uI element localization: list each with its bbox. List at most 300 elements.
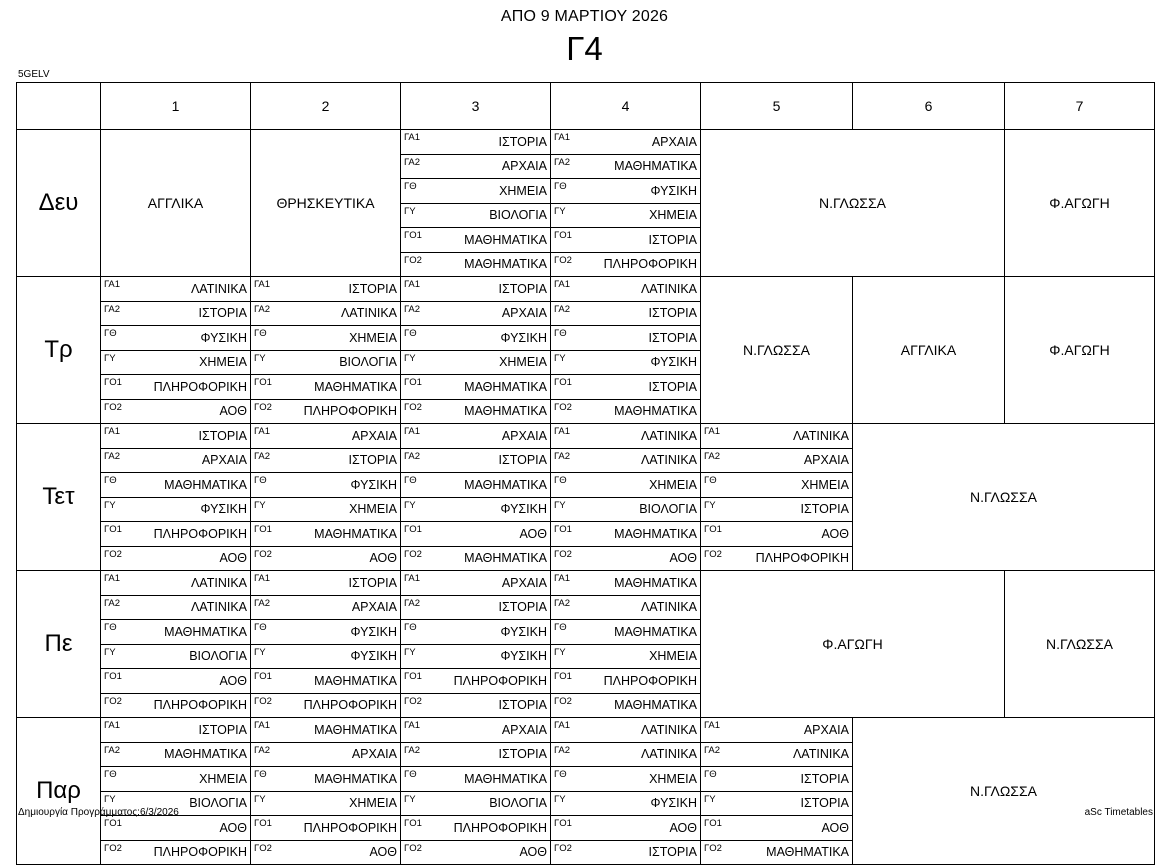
group-code: ΓΑ2 — [251, 742, 291, 767]
lesson-cell[interactable]: Φ.ΑΓΩΓΗ — [1005, 130, 1155, 277]
group-subject: ΠΛΗΡΟΦΟΡΙΚΗ — [153, 845, 247, 860]
lesson-cell[interactable]: ΑΓΓΛΙΚΑ — [853, 277, 1005, 424]
group-code: ΓΟ1 — [551, 375, 591, 400]
group-row — [551, 816, 700, 841]
table-row — [17, 718, 1155, 865]
group-row — [401, 742, 550, 767]
group-code: ΓΥ — [551, 644, 591, 669]
group-subject: ΒΙΟΛΟΓΙΑ — [291, 350, 400, 375]
group-subject: ΙΣΤΟΡΙΑ — [591, 326, 700, 351]
group-row — [551, 693, 700, 717]
group-row — [401, 448, 550, 473]
group-row — [101, 424, 250, 448]
lesson-group-cell[interactable] — [401, 718, 551, 865]
group-code: ΓΟ1 — [251, 375, 291, 400]
group-subject: ΛΑΤΙΝΙΚΑ — [741, 424, 852, 448]
lesson-group-cell[interactable] — [251, 277, 401, 424]
group-subject: ΧΗΜΕΙΑ — [591, 203, 700, 228]
group-subject: ΑΡΧΑΙΑ — [591, 130, 700, 154]
group-subject: ΜΑΘΗΜΑΤΙΚΑ — [441, 473, 550, 498]
period-header-5: 5 — [701, 83, 853, 130]
group-subject: ΧΗΜΕΙΑ — [141, 767, 250, 792]
group-row — [551, 571, 700, 595]
group-subject: ΜΑΘΗΜΑΤΙΚΑ — [141, 473, 250, 498]
lesson-cell[interactable]: Ν.ΓΛΩΣΣΑ — [853, 718, 1155, 865]
timetable-body — [17, 130, 1155, 865]
group-code: ΓΟ2 — [704, 842, 722, 854]
group-code: ΓΘ — [401, 179, 441, 204]
group-subject: ΠΛΗΡΟΦΟΡΙΚΗ — [303, 698, 397, 713]
group-code: ΓΑ2 — [551, 301, 591, 326]
group-code: ΓΘ — [701, 767, 741, 792]
group-subject: ΦΥΣΙΚΗ — [591, 791, 700, 816]
group-subject: ΜΑΘΗΜΑΤΙΚΑ — [441, 375, 550, 400]
period-header-4: 4 — [551, 83, 701, 130]
group-row — [401, 301, 550, 326]
lesson-group-cell[interactable] — [101, 424, 251, 571]
group-row — [101, 644, 250, 669]
group-row — [251, 326, 400, 351]
group-code: ΓΥ — [401, 644, 441, 669]
lesson-cell[interactable]: Φ.ΑΓΩΓΗ — [701, 571, 1005, 718]
group-row — [551, 718, 700, 742]
group-subject: ΦΥΣΙΚΗ — [141, 326, 250, 351]
table-row — [17, 130, 1155, 277]
group-row — [551, 644, 700, 669]
group-code: ΓΑ1 — [251, 277, 291, 301]
group-row — [701, 497, 852, 522]
group-code: ΓΟ2 — [554, 842, 572, 854]
group-row — [251, 424, 400, 448]
lesson-group-cell[interactable] — [251, 424, 401, 571]
group-subject: ΛΑΤΙΝΙΚΑ — [291, 301, 400, 326]
group-row — [251, 448, 400, 473]
group-subject: ΧΗΜΕΙΑ — [291, 326, 400, 351]
lesson-cell[interactable]: Φ.ΑΓΩΓΗ — [1005, 277, 1155, 424]
group-subject: ΒΙΟΛΟΓΙΑ — [141, 791, 250, 816]
group-row — [551, 448, 700, 473]
group-row — [101, 693, 250, 717]
lesson-cell[interactable]: Ν.ΓΛΩΣΣΑ — [701, 277, 853, 424]
group-row — [551, 424, 700, 448]
group-row — [551, 473, 700, 498]
group-code: ΓΥ — [701, 497, 741, 522]
group-subject: ΠΛΗΡΟΦΟΡΙΚΗ — [441, 816, 550, 841]
group-subject: ΜΑΘΗΜΑΤΙΚΑ — [766, 845, 849, 860]
lesson-group-cell[interactable] — [251, 718, 401, 865]
group-code: ΓΘ — [101, 473, 141, 498]
period-header-6: 6 — [853, 83, 1005, 130]
group-row — [401, 644, 550, 669]
group-code: ΓΟ1 — [101, 669, 141, 694]
group-row — [251, 816, 400, 841]
group-row — [101, 473, 250, 498]
header-date: ΑΠΟ 9 ΜΑΡΤΙΟΥ 2026 — [500, 8, 669, 25]
group-row — [401, 203, 550, 228]
day-label: Τρ — [17, 277, 101, 424]
group-row — [401, 718, 550, 742]
group-subject: ΑΡΧΑΙΑ — [141, 448, 250, 473]
group-subject: ΧΗΜΕΙΑ — [291, 497, 400, 522]
group-row — [101, 448, 250, 473]
day-label: Δευ — [17, 130, 101, 277]
group-subject: ΑΟΘ — [669, 551, 697, 566]
group-code: ΓΑ2 — [401, 301, 441, 326]
group-subject: ΛΑΤΙΝΙΚΑ — [591, 718, 700, 742]
group-subject: ΑΟΘ — [369, 551, 397, 566]
group-row — [251, 620, 400, 645]
group-code: ΓΑ2 — [251, 301, 291, 326]
lesson-group-cell[interactable] — [251, 571, 401, 718]
day-label: Πε — [17, 571, 101, 718]
group-row — [401, 522, 550, 547]
group-subject: ΜΑΘΗΜΑΤΙΚΑ — [614, 698, 697, 713]
group-subject: ΜΑΘΗΜΑΤΙΚΑ — [291, 522, 400, 547]
group-code: ΓΥ — [401, 791, 441, 816]
group-subject: ΒΙΟΛΟΓΙΑ — [441, 203, 550, 228]
group-code: ΓΑ1 — [251, 424, 291, 448]
group-code: ΓΟ1 — [401, 228, 441, 253]
group-row — [701, 522, 852, 547]
group-code: ΓΥ — [551, 497, 591, 522]
group-code: ΓΑ1 — [101, 277, 141, 301]
group-table — [401, 277, 550, 423]
group-subject: ΙΣΤΟΡΙΑ — [441, 448, 550, 473]
group-subject: ΒΙΟΛΟΓΙΑ — [441, 791, 550, 816]
group-subject: ΑΟΘ — [219, 551, 247, 566]
day-label: Παρ — [17, 718, 101, 865]
lesson-group-cell[interactable] — [401, 424, 551, 571]
page-title: Γ4 — [566, 30, 603, 67]
group-code: ΓΟ2 — [254, 548, 272, 560]
group-row — [251, 546, 400, 570]
group-table — [401, 718, 550, 864]
group-subject: ΙΣΤΟΡΙΑ — [291, 277, 400, 301]
group-subject: ΙΣΤΟΡΙΑ — [441, 742, 550, 767]
group-code: ΓΟ1 — [551, 228, 591, 253]
group-subject: ΦΥΣΙΚΗ — [591, 350, 700, 375]
lesson-group-cell[interactable] — [401, 571, 551, 718]
group-code: ΓΑ1 — [101, 424, 141, 448]
group-subject: ΜΑΘΗΜΑΤΙΚΑ — [291, 718, 400, 742]
group-subject: ΙΣΤΟΡΙΑ — [141, 424, 250, 448]
footer — [18, 807, 1153, 818]
group-code: ΓΘ — [251, 767, 291, 792]
group-code: ΓΟ1 — [551, 816, 591, 841]
group-row — [551, 130, 700, 154]
group-code: ΓΟ2 — [404, 548, 422, 560]
group-subject: ΙΣΤΟΡΙΑ — [291, 571, 400, 595]
group-table — [251, 718, 400, 864]
group-subject: ΦΥΣΙΚΗ — [291, 473, 400, 498]
group-subject: ΜΑΘΗΜΑΤΙΚΑ — [141, 620, 250, 645]
group-subject: ΙΣΤΟΡΙΑ — [648, 845, 697, 860]
group-code: ΓΟ1 — [401, 816, 441, 841]
group-row — [401, 571, 550, 595]
group-row — [701, 816, 852, 841]
group-code: ΓΘ — [401, 767, 441, 792]
group-subject: ΑΟΘ — [369, 845, 397, 860]
group-row — [251, 767, 400, 792]
group-row — [701, 767, 852, 792]
group-subject: ΛΑΤΙΝΙΚΑ — [591, 424, 700, 448]
group-code: ΓΑ1 — [551, 277, 591, 301]
group-subject: ΙΣΤΟΡΙΑ — [441, 595, 550, 620]
lesson-cell[interactable]: Ν.ΓΛΩΣΣΑ — [701, 130, 1005, 277]
group-row — [101, 816, 250, 841]
group-code: ΓΥ — [101, 350, 141, 375]
group-subject: ΛΑΤΙΝΙΚΑ — [141, 595, 250, 620]
group-row — [701, 718, 852, 742]
group-code: ΓΘ — [551, 620, 591, 645]
group-row — [551, 742, 700, 767]
group-row — [401, 595, 550, 620]
group-row — [401, 669, 550, 694]
group-subject: ΛΑΤΙΝΙΚΑ — [591, 742, 700, 767]
group-row — [101, 375, 250, 400]
group-subject: ΛΑΤΙΝΙΚΑ — [141, 571, 250, 595]
group-subject: ΙΣΤΟΡΙΑ — [741, 767, 852, 792]
group-code: ΓΟ2 — [404, 842, 422, 854]
group-row — [701, 448, 852, 473]
group-row — [101, 669, 250, 694]
group-subject: ΙΣΤΟΡΙΑ — [741, 497, 852, 522]
group-row — [251, 399, 400, 423]
lesson-group-cell[interactable] — [551, 130, 701, 277]
group-code: ΓΑ1 — [551, 718, 591, 742]
group-code: ΓΥ — [251, 644, 291, 669]
group-subject: ΑΟΘ — [741, 816, 852, 841]
group-code: ΓΑ1 — [551, 571, 591, 595]
group-code: ΓΘ — [101, 620, 141, 645]
group-row — [251, 497, 400, 522]
group-code: ΓΑ1 — [401, 718, 441, 742]
group-row — [101, 497, 250, 522]
group-code: ΓΘ — [251, 326, 291, 351]
group-code: ΓΥ — [551, 350, 591, 375]
group-row — [101, 571, 250, 595]
group-row — [551, 497, 700, 522]
group-row — [701, 742, 852, 767]
group-code: ΓΑ1 — [101, 571, 141, 595]
group-code: ΓΑ2 — [401, 448, 441, 473]
group-subject: ΠΛΗΡΟΦΟΡΙΚΗ — [153, 698, 247, 713]
group-code: ΓΘ — [251, 620, 291, 645]
group-subject: ΜΑΘΗΜΑΤΙΚΑ — [291, 375, 400, 400]
group-code: ΓΟ2 — [104, 695, 122, 707]
group-code: ΓΟ1 — [251, 816, 291, 841]
group-code: ΓΟ2 — [554, 548, 572, 560]
group-code: ΓΥ — [401, 497, 441, 522]
group-table — [551, 571, 700, 717]
lesson-cell[interactable]: ΘΡΗΣΚΕΥΤΙΚΑ — [251, 130, 401, 277]
group-code: ΓΥ — [401, 203, 441, 228]
group-subject: ΒΙΟΛΟΓΙΑ — [141, 644, 250, 669]
group-row — [551, 522, 700, 547]
group-subject: ΦΥΣΙΚΗ — [291, 644, 400, 669]
group-row — [251, 669, 400, 694]
group-code: ΓΑ1 — [701, 424, 741, 448]
group-code: ΓΟ2 — [704, 548, 722, 560]
group-code: ΓΟ2 — [404, 401, 422, 413]
lesson-group-cell[interactable] — [701, 424, 853, 571]
group-code: ΓΟ2 — [554, 695, 572, 707]
group-subject: ΠΛΗΡΟΦΟΡΙΚΗ — [755, 551, 849, 566]
group-code: ΓΥ — [701, 791, 741, 816]
group-code: ΓΟ2 — [254, 401, 272, 413]
group-code: ΓΑ2 — [251, 448, 291, 473]
lesson-group-cell[interactable] — [101, 718, 251, 865]
group-subject: ΧΗΜΕΙΑ — [591, 767, 700, 792]
class-code: 5GELV — [18, 69, 50, 80]
group-subject: ΧΗΜΕΙΑ — [441, 179, 550, 204]
group-row — [701, 546, 852, 570]
group-table — [401, 424, 550, 570]
group-subject: ΠΛΗΡΟΦΟΡΙΚΗ — [441, 669, 550, 694]
lesson-group-cell[interactable] — [101, 277, 251, 424]
group-row — [401, 228, 550, 253]
lesson-group-cell[interactable] — [101, 571, 251, 718]
lesson-group-cell[interactable] — [551, 571, 701, 718]
group-subject: ΙΣΤΟΡΙΑ — [141, 301, 250, 326]
lesson-group-cell[interactable] — [551, 424, 701, 571]
lesson-group-cell[interactable] — [551, 718, 701, 865]
group-subject: ΑΡΧΑΙΑ — [291, 595, 400, 620]
lesson-cell[interactable]: Ν.ΓΛΩΣΣΑ — [853, 424, 1155, 571]
group-subject: ΑΟΘ — [441, 522, 550, 547]
group-code: ΓΘ — [401, 620, 441, 645]
group-subject: ΑΡΧΑΙΑ — [741, 718, 852, 742]
group-row — [401, 424, 550, 448]
group-subject: ΑΟΘ — [219, 404, 247, 419]
group-row — [251, 718, 400, 742]
group-subject: ΛΑΤΙΝΙΚΑ — [141, 277, 250, 301]
group-row — [101, 326, 250, 351]
group-table — [101, 277, 250, 423]
group-subject: ΠΛΗΡΟΦΟΡΙΚΗ — [291, 816, 400, 841]
group-row — [551, 252, 700, 276]
group-subject: ΙΣΤΟΡΙΑ — [498, 698, 547, 713]
group-subject: ΛΑΤΙΝΙΚΑ — [591, 448, 700, 473]
lesson-cell[interactable]: Ν.ΓΛΩΣΣΑ — [1005, 571, 1155, 718]
group-row — [101, 718, 250, 742]
group-code: ΓΘ — [701, 473, 741, 498]
group-subject: ΦΥΣΙΚΗ — [441, 497, 550, 522]
group-table — [551, 277, 700, 423]
group-subject: ΛΑΤΙΝΙΚΑ — [591, 595, 700, 620]
period-header-2: 2 — [251, 83, 401, 130]
group-row — [401, 497, 550, 522]
group-code: ΓΘ — [251, 473, 291, 498]
group-row — [551, 277, 700, 301]
group-table — [401, 571, 550, 717]
group-subject: ΜΑΘΗΜΑΤΙΚΑ — [614, 404, 697, 419]
group-code: ΓΥ — [251, 791, 291, 816]
group-row — [101, 767, 250, 792]
group-row — [101, 522, 250, 547]
group-code: ΓΟ2 — [254, 842, 272, 854]
lesson-group-cell[interactable] — [551, 277, 701, 424]
footer-generated: Δημιουργία Προγράμματος:6/3/2026 — [18, 807, 179, 818]
group-table — [101, 571, 250, 717]
group-subject: ΜΑΘΗΜΑΤΙΚΑ — [591, 620, 700, 645]
group-code: ΓΟ1 — [101, 375, 141, 400]
group-code: ΓΑ1 — [401, 571, 441, 595]
group-code: ΓΥ — [251, 497, 291, 522]
group-subject: ΦΥΣΙΚΗ — [291, 620, 400, 645]
group-row — [401, 473, 550, 498]
group-code: ΓΑ2 — [401, 742, 441, 767]
group-subject: ΑΡΧΑΙΑ — [441, 424, 550, 448]
group-code: ΓΑ1 — [551, 424, 591, 448]
group-code: ΓΥ — [401, 350, 441, 375]
group-code: ΓΑ1 — [401, 277, 441, 301]
group-row — [401, 326, 550, 351]
group-code: ΓΑ2 — [101, 301, 141, 326]
group-subject: ΦΥΣΙΚΗ — [441, 326, 550, 351]
group-subject: ΜΑΘΗΜΑΤΙΚΑ — [141, 742, 250, 767]
group-code: ΓΟ2 — [554, 254, 572, 266]
period-header-3: 3 — [401, 83, 551, 130]
group-row — [701, 424, 852, 448]
group-row — [101, 277, 250, 301]
lesson-group-cell[interactable] — [401, 130, 551, 277]
lesson-group-cell[interactable] — [401, 277, 551, 424]
group-code: ΓΑ2 — [701, 448, 741, 473]
day-label: Τετ — [17, 424, 101, 571]
group-subject: ΠΛΗΡΟΦΟΡΙΚΗ — [603, 257, 697, 272]
group-code: ΓΑ2 — [101, 742, 141, 767]
timetable-wrap — [16, 82, 1154, 865]
group-code: ΓΟ1 — [251, 522, 291, 547]
table-row — [17, 571, 1155, 718]
group-subject: ΛΑΤΙΝΙΚΑ — [741, 742, 852, 767]
group-subject: ΑΡΧΑΙΑ — [441, 154, 550, 179]
group-row — [101, 546, 250, 570]
group-subject: ΑΡΧΑΙΑ — [441, 571, 550, 595]
group-code: ΓΑ2 — [551, 595, 591, 620]
lesson-cell[interactable]: ΑΓΓΛΙΚΑ — [101, 130, 251, 277]
group-subject: ΦΥΣΙΚΗ — [591, 179, 700, 204]
table-row — [17, 277, 1155, 424]
group-subject: ΜΑΘΗΜΑΤΙΚΑ — [464, 404, 547, 419]
table-corner — [17, 83, 101, 130]
group-row — [401, 252, 550, 276]
group-code: ΓΑ1 — [251, 571, 291, 595]
group-code: ΓΑ2 — [401, 595, 441, 620]
group-row — [251, 277, 400, 301]
group-code: ΓΟ2 — [404, 254, 422, 266]
group-code: ΓΑ2 — [551, 448, 591, 473]
group-code: ΓΘ — [401, 326, 441, 351]
group-subject: ΜΑΘΗΜΑΤΙΚΑ — [591, 154, 700, 179]
group-code: ΓΑ2 — [101, 448, 141, 473]
group-subject: ΙΣΤΟΡΙΑ — [441, 277, 550, 301]
group-code: ΓΘ — [101, 767, 141, 792]
group-table — [551, 718, 700, 864]
group-subject: ΜΑΘΗΜΑΤΙΚΑ — [441, 767, 550, 792]
group-code: ΓΟ1 — [101, 522, 141, 547]
group-row — [401, 693, 550, 717]
group-subject: ΙΣΤΟΡΙΑ — [291, 448, 400, 473]
group-row — [401, 546, 550, 570]
lesson-group-cell[interactable] — [701, 718, 853, 865]
group-row — [101, 301, 250, 326]
group-row — [401, 816, 550, 841]
group-code: ΓΘ — [551, 473, 591, 498]
group-code: ΓΟ2 — [104, 401, 122, 413]
group-subject: ΑΟΘ — [591, 816, 700, 841]
